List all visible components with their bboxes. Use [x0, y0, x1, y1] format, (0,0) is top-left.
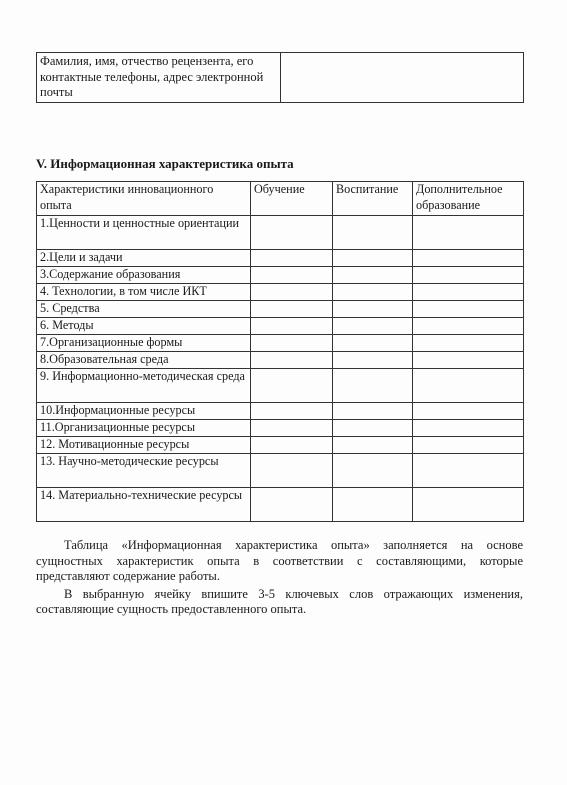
row-label: 9. Информационно-методическая среда	[37, 369, 251, 403]
reviewer-table	[36, 52, 524, 103]
header-cell-upbringing: Воспитание	[333, 182, 413, 216]
entry-cell-upbringing[interactable]	[333, 335, 413, 352]
entry-cell-additional-education[interactable]	[413, 352, 524, 369]
entry-cell-teaching[interactable]	[251, 488, 333, 522]
entry-cell-upbringing[interactable]	[333, 454, 413, 488]
entry-cell-teaching[interactable]	[251, 216, 333, 250]
entry-cell-teaching[interactable]	[251, 335, 333, 352]
table-row	[37, 437, 524, 454]
entry-cell-additional-education[interactable]	[413, 250, 524, 267]
row-label: 10.Информационные ресурсы	[37, 403, 251, 420]
table-row	[37, 420, 524, 437]
row-label: 7.Организационные формы	[37, 335, 251, 352]
row-label: 14. Материально-технические ресурсы	[37, 488, 251, 522]
table-row	[37, 318, 524, 335]
row-label: 12. Мотивационные ресурсы	[37, 437, 251, 454]
table-row	[37, 216, 524, 250]
entry-cell-additional-education[interactable]	[413, 284, 524, 301]
entry-cell-additional-education[interactable]	[413, 216, 524, 250]
entry-cell-upbringing[interactable]	[333, 352, 413, 369]
entry-cell-teaching[interactable]	[251, 284, 333, 301]
instruction-paragraph-1: Таблица «Информационная характеристика опыта» заполняется на основе сущностных характеристик опыта в соответствии с составляющими, которые представляют содержание работы.	[36, 538, 523, 583]
entry-cell-upbringing[interactable]	[333, 437, 413, 454]
table-row	[37, 403, 524, 420]
entry-cell-upbringing[interactable]	[333, 488, 413, 522]
entry-cell-additional-education[interactable]	[413, 488, 524, 522]
entry-cell-additional-education[interactable]	[413, 318, 524, 335]
table-row	[37, 250, 524, 267]
table-row	[37, 352, 524, 369]
header-cell-additional-education: Дополнительное образование	[413, 182, 524, 216]
instruction-paragraph-2: В выбранную ячейку впишите 3-5 ключевых слов отражающих изменения, составляющие сущность предоставленного опыта.	[36, 586, 523, 616]
entry-cell-teaching[interactable]	[251, 369, 333, 403]
entry-cell-upbringing[interactable]	[333, 420, 413, 437]
table-row	[37, 454, 524, 488]
entry-cell-teaching[interactable]	[251, 267, 333, 284]
entry-cell-teaching[interactable]	[251, 454, 333, 488]
entry-cell-teaching[interactable]	[251, 352, 333, 369]
header-cell-characteristics: Характеристики инновационного опыта	[37, 182, 251, 216]
reviewer-value-cell[interactable]	[281, 53, 524, 103]
row-label: 6. Методы	[37, 318, 251, 335]
entry-cell-upbringing[interactable]	[333, 267, 413, 284]
entry-cell-teaching[interactable]	[251, 420, 333, 437]
characteristics-table	[36, 181, 524, 522]
table-row	[37, 369, 524, 403]
entry-cell-additional-education[interactable]	[413, 420, 524, 437]
table-row	[37, 301, 524, 318]
entry-cell-additional-education[interactable]	[413, 369, 524, 403]
table-row	[37, 488, 524, 522]
entry-cell-upbringing[interactable]	[333, 250, 413, 267]
row-label: 3.Содержание образования	[37, 267, 251, 284]
section-title: V. Информационная характеристика опыта	[36, 156, 294, 171]
entry-cell-additional-education[interactable]	[413, 437, 524, 454]
reviewer-label: Фамилия, имя, отчество рецензента, его контактные телефоны, адрес электронной почты	[37, 53, 281, 103]
instructions-block	[36, 538, 523, 618]
entry-cell-upbringing[interactable]	[333, 301, 413, 318]
entry-cell-additional-education[interactable]	[413, 454, 524, 488]
entry-cell-upbringing[interactable]	[333, 216, 413, 250]
entry-cell-upbringing[interactable]	[333, 369, 413, 403]
header-cell-teaching: Обучение	[251, 182, 333, 216]
entry-cell-additional-education[interactable]	[413, 267, 524, 284]
entry-cell-upbringing[interactable]	[333, 403, 413, 420]
entry-cell-teaching[interactable]	[251, 318, 333, 335]
table-row	[37, 335, 524, 352]
entry-cell-additional-education[interactable]	[413, 301, 524, 318]
table-row	[37, 284, 524, 301]
row-label: 8.Образовательная среда	[37, 352, 251, 369]
row-label: 2.Цели и задачи	[37, 250, 251, 267]
entry-cell-additional-education[interactable]	[413, 403, 524, 420]
entry-cell-teaching[interactable]	[251, 301, 333, 318]
entry-cell-teaching[interactable]	[251, 403, 333, 420]
row-label: 5. Средства	[37, 301, 251, 318]
entry-cell-additional-education[interactable]	[413, 335, 524, 352]
entry-cell-upbringing[interactable]	[333, 284, 413, 301]
row-label: 11.Организационные ресурсы	[37, 420, 251, 437]
entry-cell-teaching[interactable]	[251, 250, 333, 267]
entry-cell-teaching[interactable]	[251, 437, 333, 454]
row-label: 4. Технологии, в том числе ИКТ	[37, 284, 251, 301]
table-row	[37, 267, 524, 284]
reviewer-row	[37, 53, 524, 103]
entry-cell-upbringing[interactable]	[333, 318, 413, 335]
table-header-row	[37, 182, 524, 216]
row-label: 13. Научно-методические ресурсы	[37, 454, 251, 488]
row-label: 1.Ценности и ценностные ориентации	[37, 216, 251, 250]
